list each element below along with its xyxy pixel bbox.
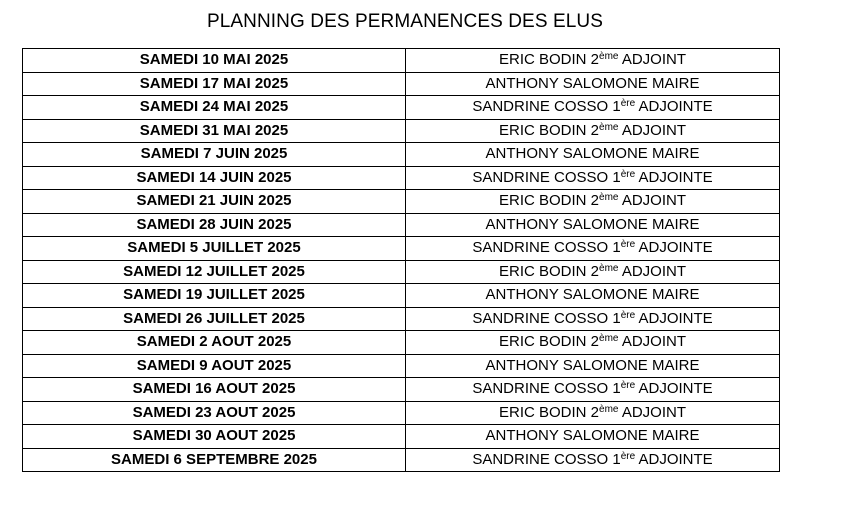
table-row: [23, 331, 780, 355]
ordinal-suffix: ère: [620, 239, 636, 251]
ordinal-suffix: ère: [620, 309, 636, 321]
permanence-date: SAMEDI 30 AOUT 2025: [23, 425, 406, 449]
official-name: SANDRINE COSSO 1: [472, 98, 621, 116]
permanence-date: SAMEDI 23 AOUT 2025: [23, 401, 406, 425]
official-name: SANDRINE COSSO 1: [472, 309, 621, 327]
ordinal-suffix: ème: [599, 121, 619, 133]
table-row: [23, 448, 780, 472]
table-row: [23, 72, 780, 96]
official-name: ERIC BODIN 2: [499, 262, 600, 280]
permanence-date: SAMEDI 24 MAI 2025: [23, 96, 406, 120]
table-row: [23, 143, 780, 167]
ordinal-suffix: ère: [620, 450, 636, 462]
table-row: [23, 284, 780, 308]
elected-official: [406, 284, 780, 308]
official-name: SANDRINE COSSO 1: [472, 168, 621, 186]
ordinal-suffix: ème: [599, 403, 619, 415]
official-name: ERIC BODIN 2: [499, 333, 600, 351]
elected-official: [406, 119, 780, 143]
permanence-date: SAMEDI 31 MAI 2025: [23, 119, 406, 143]
official-name: SANDRINE COSSO 1: [472, 380, 621, 398]
table-row: [23, 190, 780, 214]
elected-official: [406, 260, 780, 284]
permanence-date: SAMEDI 5 JUILLET 2025: [23, 237, 406, 261]
official-name: SANDRINE COSSO 1: [472, 450, 621, 468]
official-role: ADJOINTE: [635, 98, 713, 116]
ordinal-suffix: ème: [599, 262, 619, 274]
official-role: ADJOINTE: [635, 450, 713, 468]
permanence-date: SAMEDI 21 JUIN 2025: [23, 190, 406, 214]
ordinal-suffix: ème: [599, 51, 619, 63]
ordinal-suffix: ème: [599, 192, 619, 204]
official-role: ADJOINT: [618, 51, 686, 69]
official-role: ADJOINT: [618, 333, 686, 351]
permanence-date: SAMEDI 19 JUILLET 2025: [23, 284, 406, 308]
table-row: [23, 49, 780, 73]
table-row: [23, 237, 780, 261]
official-name: ANTHONY SALOMONE MAIRE: [485, 356, 700, 374]
permanence-date: SAMEDI 10 MAI 2025: [23, 49, 406, 73]
table-row: [23, 378, 780, 402]
table-row: [23, 307, 780, 331]
official-role: ADJOINT: [618, 262, 686, 280]
page-title: PLANNING DES PERMANENCES DES ELUS: [206, 11, 604, 32]
table-row: [23, 260, 780, 284]
permanence-date: SAMEDI 7 JUIN 2025: [23, 143, 406, 167]
elected-official: [406, 354, 780, 378]
elected-official: [406, 166, 780, 190]
table-row: [23, 166, 780, 190]
elected-official: [406, 96, 780, 120]
official-name: ANTHONY SALOMONE MAIRE: [485, 74, 700, 92]
official-role: ADJOINT: [618, 192, 686, 210]
ordinal-suffix: ère: [620, 98, 636, 110]
permanence-date: SAMEDI 9 AOUT 2025: [23, 354, 406, 378]
permanence-date: SAMEDI 28 JUIN 2025: [23, 213, 406, 237]
table-row: [23, 119, 780, 143]
official-role: ADJOINTE: [635, 380, 713, 398]
official-role: ADJOINTE: [635, 309, 713, 327]
permanence-date: SAMEDI 12 JUILLET 2025: [23, 260, 406, 284]
elected-official: [406, 448, 780, 472]
official-name: ANTHONY SALOMONE MAIRE: [485, 215, 700, 233]
table-row: [23, 213, 780, 237]
elected-official: [406, 425, 780, 449]
official-role: ADJOINT: [618, 403, 686, 421]
ordinal-suffix: ème: [599, 333, 619, 345]
elected-official: [406, 213, 780, 237]
permanence-date: SAMEDI 17 MAI 2025: [23, 72, 406, 96]
official-name: ERIC BODIN 2: [499, 192, 600, 210]
permanence-table: [22, 48, 780, 472]
elected-official: [406, 237, 780, 261]
permanence-date: SAMEDI 16 AOUT 2025: [23, 378, 406, 402]
table-row: [23, 425, 780, 449]
official-name: ANTHONY SALOMONE MAIRE: [485, 286, 700, 304]
official-role: ADJOINTE: [635, 239, 713, 257]
official-name: ERIC BODIN 2: [499, 121, 600, 139]
elected-official: [406, 307, 780, 331]
elected-official: [406, 190, 780, 214]
table-row: [23, 354, 780, 378]
official-role: ADJOINT: [618, 121, 686, 139]
table-row: [23, 401, 780, 425]
permanence-date: SAMEDI 26 JUILLET 2025: [23, 307, 406, 331]
elected-official: [406, 378, 780, 402]
elected-official: [406, 72, 780, 96]
ordinal-suffix: ère: [620, 380, 636, 392]
permanence-date: SAMEDI 6 SEPTEMBRE 2025: [23, 448, 406, 472]
official-name: SANDRINE COSSO 1: [472, 239, 621, 257]
permanence-date: SAMEDI 14 JUIN 2025: [23, 166, 406, 190]
permanence-table-body: [23, 49, 780, 472]
official-name: ERIC BODIN 2: [499, 51, 600, 69]
ordinal-suffix: ère: [620, 168, 636, 180]
elected-official: [406, 143, 780, 167]
official-name: ANTHONY SALOMONE MAIRE: [485, 427, 700, 445]
elected-official: [406, 331, 780, 355]
elected-official: [406, 49, 780, 73]
official-name: ANTHONY SALOMONE MAIRE: [485, 145, 700, 163]
table-row: [23, 96, 780, 120]
elected-official: [406, 401, 780, 425]
official-name: ERIC BODIN 2: [499, 403, 600, 421]
permanence-date: SAMEDI 2 AOUT 2025: [23, 331, 406, 355]
official-role: ADJOINTE: [635, 168, 713, 186]
